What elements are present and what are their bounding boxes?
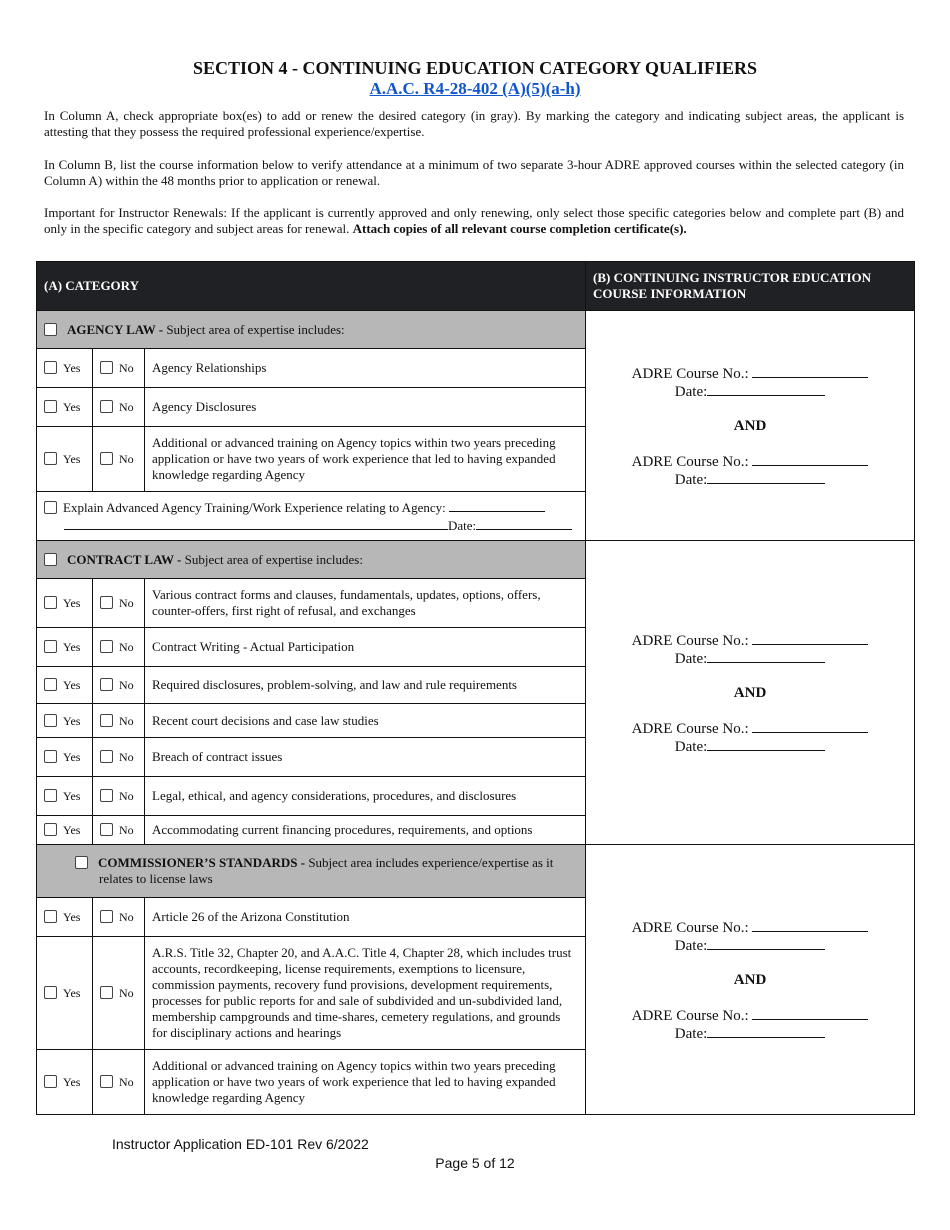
table-header [37, 262, 915, 311]
no-checkbox[interactable] [100, 910, 113, 923]
no-checkbox[interactable] [100, 823, 113, 836]
table-row: Yes No A.R.S. Title 32, Chapter 20, and A.A.C. Title 4, Chapter 28, which includes trust accounts, recordkeeping, license requirements, exemptions to licensure, commission payments, recovery fund provisions, development requirements, processes for public reports for and sale of subdivided and un-subdivided land, membership campgrounds and time-shares, cemetery regulations, and grounds for disciplinary actions and hearings [37, 937, 915, 1050]
table-row: Yes No Contract Writing - Actual Participation [37, 628, 915, 667]
yes-checkbox[interactable] [44, 750, 57, 763]
table-row: Yes No Breach of contract issues [37, 738, 915, 777]
explain-checkbox[interactable] [44, 501, 57, 514]
no-checkbox[interactable] [100, 986, 113, 999]
course-no-field[interactable] [752, 719, 868, 733]
page-number: Page 5 of 12 [435, 1155, 515, 1171]
no-checkbox[interactable] [100, 400, 113, 413]
yes-checkbox[interactable] [44, 678, 57, 691]
date-field[interactable] [707, 936, 825, 950]
date-field[interactable] [707, 737, 825, 751]
yes-checkbox[interactable] [44, 361, 57, 374]
form-footer: Instructor Application ED-101 Rev 6/2022 [112, 1136, 369, 1152]
section-title: SECTION 4 - CONTINUING EDUCATION CATEGORY QUALIFIERS [192, 58, 758, 78]
course-no-field[interactable] [752, 1006, 868, 1020]
course-no-field[interactable] [752, 452, 868, 466]
table-row: Yes No Agency Relationships [37, 349, 915, 388]
rule-link[interactable]: A.A.C. R4-28-402 (A)(5)(a-h) [369, 79, 581, 98]
no-checkbox[interactable] [100, 1075, 113, 1088]
table-row: Yes No Accommodating current financing procedures, requirements, and options [37, 816, 915, 845]
yes-checkbox[interactable] [44, 714, 57, 727]
explain-field[interactable] [449, 498, 545, 512]
qualifiers-table [36, 261, 915, 1115]
no-checkbox[interactable] [100, 640, 113, 653]
table-row: Yes No Recent court decisions and case law studies [37, 704, 915, 738]
category-commissioners-standards: COMMISSIONER’S STANDARDS - Subject area includes experience/expertise as it relates to license laws [37, 845, 586, 898]
column-a-header: (A) CATEGORY [37, 262, 586, 311]
no-checkbox[interactable] [100, 750, 113, 763]
rule-reference [0, 79, 950, 99]
attach-note: Attach copies of all relevant course completion certificate(s). [352, 221, 687, 236]
commissioner-course-info: ADRE Course No.: Date: AND ADRE Course No.: Date: [586, 845, 915, 1115]
column-b-header: (B) CONTINUING INSTRUCTOR EDUCATION COURSE INFORMATION [586, 262, 915, 311]
yes-checkbox[interactable] [44, 400, 57, 413]
date-field[interactable] [707, 470, 825, 484]
agency-law-checkbox[interactable] [44, 323, 57, 336]
contract-law-checkbox[interactable] [44, 553, 57, 566]
instruction-paragraph-2: In Column B, list the course information below to verify attendance at a minimum of two separate 3-hour ADRE approved courses within the selected category (in Column A) within the 48 months prior to application or renewal. [44, 157, 904, 188]
no-checkbox[interactable] [100, 789, 113, 802]
course-no-field[interactable] [752, 918, 868, 932]
category-agency-law: AGENCY LAW - Subject area of expertise includes: [37, 311, 586, 349]
date-field[interactable] [707, 649, 825, 663]
table-row: Yes No Required disclosures, problem-solving, and law and rule requirements [37, 667, 915, 704]
date-field[interactable] [707, 382, 825, 396]
renewal-note: Important for Instructor Renewals: If the applicant is currently approved and only renewing, only select those specific categories below and complete part (B) and only in the specific category and subject areas for renewal. [44, 205, 904, 236]
table-row: Yes No Agency Disclosures [37, 388, 915, 427]
yes-checkbox[interactable] [44, 910, 57, 923]
table-row: Yes No Additional or advanced training on Agency topics within two years preceding application or have two years of work experience that led to having expanded knowledge regarding Agency [37, 427, 915, 492]
yes-checkbox[interactable] [44, 1075, 57, 1088]
no-checkbox[interactable] [100, 678, 113, 691]
agency-explain: Explain Advanced Agency Training/Work Experience relating to Agency: Date: [37, 492, 586, 541]
category-contract-law: CONTRACT LAW - Subject area of expertise includes: [37, 541, 586, 579]
commissioners-standards-checkbox[interactable] [75, 856, 88, 869]
instruction-paragraph-1: In Column A, check appropriate box(es) to add or renew the desired category (in gray). By marking the category and indicating subject areas, the applicant is attesting that they possess the required professional experience/expertise. [44, 108, 904, 139]
course-no-field[interactable] [752, 631, 868, 645]
yes-checkbox[interactable] [44, 823, 57, 836]
yes-checkbox[interactable] [44, 452, 57, 465]
yes-checkbox[interactable] [44, 596, 57, 609]
date-field[interactable] [707, 1024, 825, 1038]
agency-course-info: ADRE Course No.: Date: AND ADRE Course No.: Date: [586, 311, 915, 541]
no-checkbox[interactable] [100, 714, 113, 727]
yes-checkbox[interactable] [44, 640, 57, 653]
no-checkbox[interactable] [100, 452, 113, 465]
explain-line[interactable] [64, 516, 448, 530]
yes-checkbox[interactable] [44, 789, 57, 802]
yes-checkbox[interactable] [44, 986, 57, 999]
course-no-field[interactable] [752, 364, 868, 378]
no-checkbox[interactable] [100, 361, 113, 374]
table-row: Yes No Legal, ethical, and agency considerations, procedures, and disclosures [37, 777, 915, 816]
table-row: Yes No Additional or advanced training on Agency topics within two years preceding application or have two years of work experience that led to having expanded knowledge regarding Agency [37, 1050, 915, 1115]
table-row: Yes No Various contract forms and clauses, fundamentals, updates, options, offers, counter-offers, first right of refusal, and exchanges [37, 579, 915, 628]
table-row: Yes No Article 26 of the Arizona Constitution [37, 898, 915, 937]
contract-course-info: ADRE Course No.: Date: AND ADRE Course No.: Date: [586, 541, 915, 845]
instruction-paragraph-3 [44, 205, 904, 237]
no-checkbox[interactable] [100, 596, 113, 609]
explain-date-field[interactable] [476, 516, 572, 530]
